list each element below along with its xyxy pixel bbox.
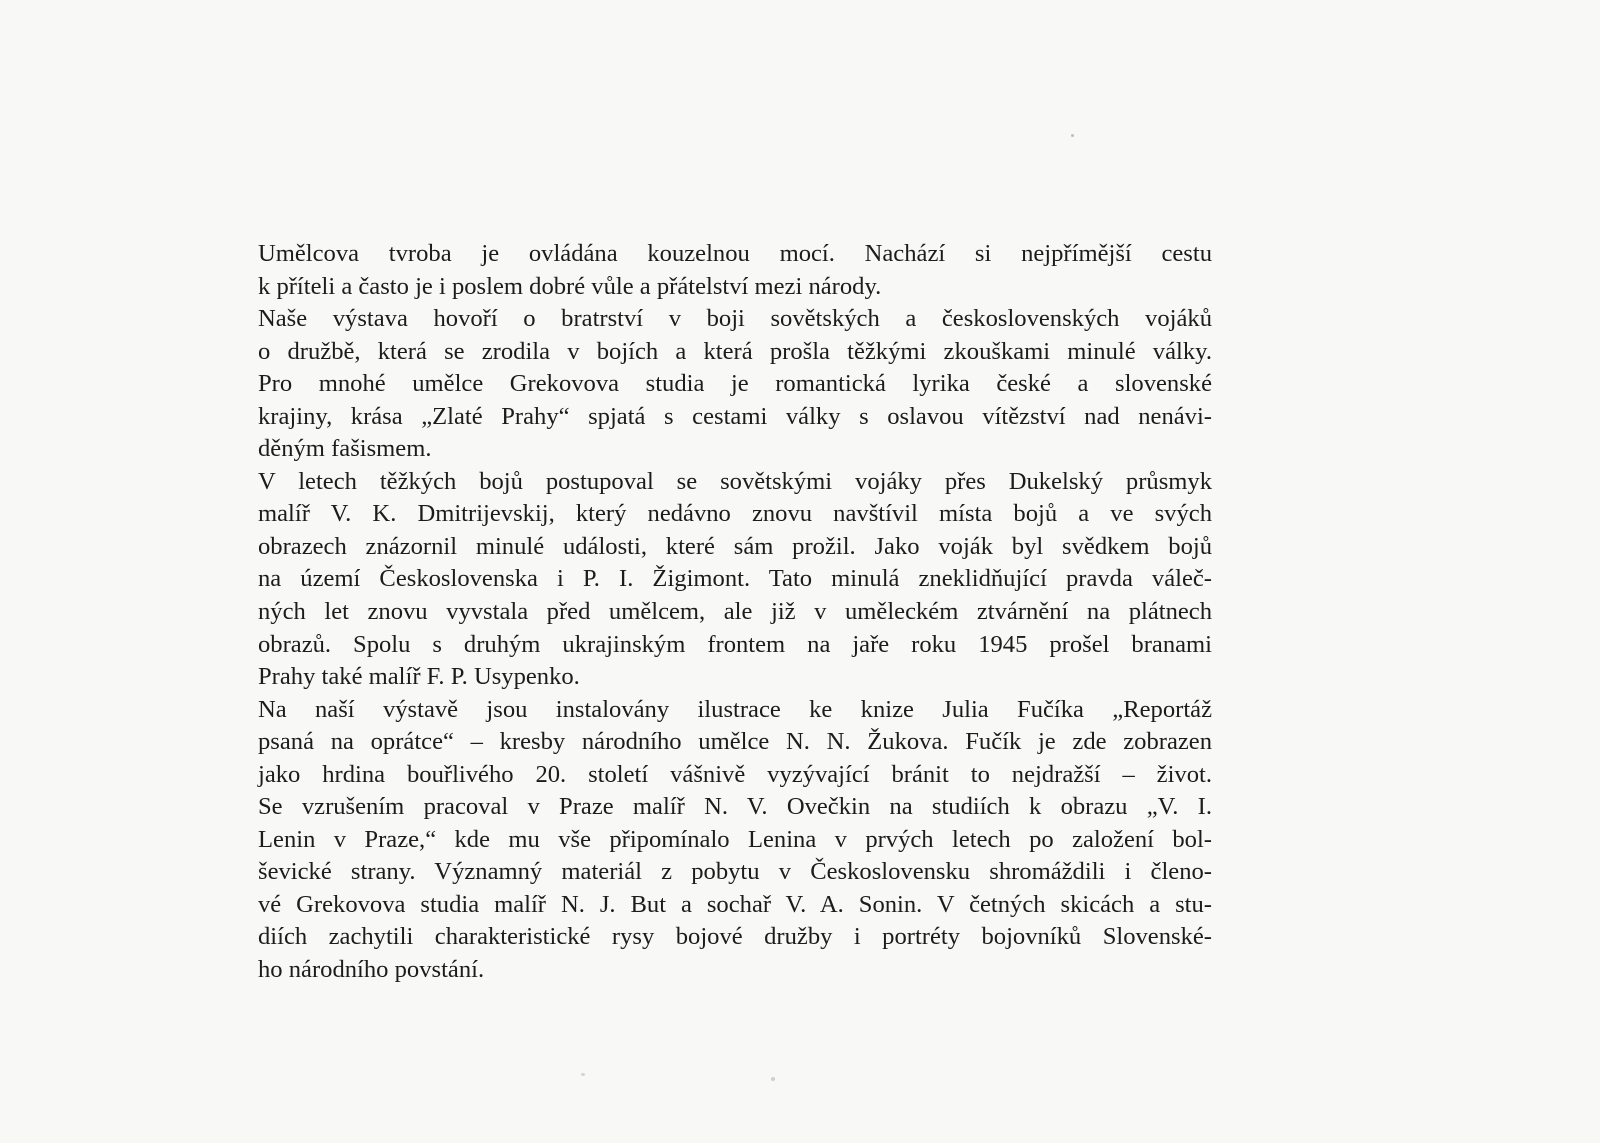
text-line: Naše výstava hovoří o bratrství v boji sovětských a československých vojáků [258, 305, 1212, 333]
paragraph-4 [258, 466, 1212, 694]
paper-speck [1071, 134, 1074, 137]
paper-speck [771, 1077, 775, 1081]
text-line: Umělcova tvroba je ovládána kouzelnou mocí. Nachází si nejpřímější cestu [258, 240, 1212, 267]
text-line: Na naší výstavě jsou instalovány ilustrace ke knize Julia Fučíka „Reportáž [258, 695, 1212, 723]
text-line: Pro mnohé umělce Grekovova studia je romantická lyrika české a slovenské [258, 370, 1212, 398]
text-line: k příteli a často je i poslem dobré vůle a přátelství mezi národy. [258, 272, 882, 300]
text-line: malíř V. K. Dmitrijevskij, který nedávno znovu navštívil místa bojů a ve svých [258, 500, 1212, 528]
text-line: obrazech znázornil minulé události, které sám prožil. Jako voják byl svědkem bojů [258, 532, 1212, 560]
text-line: Se vzrušením pracoval v Praze malíř N. V. Ovečkin na studiích k obrazu „V. I. [258, 793, 1212, 821]
text-line: psaná na oprátce“ – kresby národního umělce N. N. Žukova. Fučík je zde zobrazen [258, 728, 1212, 756]
text-line: Lenin v Praze,“ kde mu vše připomínalo Lenina v prvých letech po založení bol- [258, 825, 1212, 853]
text-line: jako hrdina bouřlivého 20. století vášnivě vyzývající bránit to nejdražší – život. [258, 760, 1212, 788]
paragraph-3 [258, 368, 1212, 466]
text-line: ho národního povstání. [258, 956, 485, 984]
paper-speck [581, 1073, 585, 1076]
text-line: ševické strany. Významný materiál z pobytu v Československu shromáždili i členo- [258, 858, 1212, 886]
paragraph-5 [258, 694, 1212, 792]
text-line: ných let znovu vyvstala před umělcem, ale již v uměleckém ztvárnění na plátnech [258, 598, 1212, 626]
paragraph-6 [258, 791, 1212, 986]
text-line: děným fašismem. [258, 435, 432, 463]
text-line: krajiny, krása „Zlaté Prahy“ spjatá s cestami války s oslavou vítězství nad nenávi- [258, 402, 1212, 430]
text-line: V letech těžkých bojů postupoval se sovětskými vojáky přes Dukelský průsmyk [258, 467, 1212, 495]
paragraph-2 [258, 303, 1212, 368]
text-line: obrazů. Spolu s druhým ukrajinským frontem na jaře roku 1945 prošel branami [258, 630, 1212, 658]
body-text [258, 238, 1212, 987]
text-line: vé Grekovova studia malíř N. J. But a sochař V. A. Sonin. V četných skicách a stu- [258, 890, 1212, 918]
text-line: o družbě, která se zrodila v bojích a která prošla těžkými zkouškami minulé války. [258, 337, 1212, 365]
text-line: diích zachytili charakteristické rysy bojové družby i portréty bojovníků Slovenské- [258, 923, 1212, 951]
paragraph-1 [258, 238, 1212, 303]
text-line: Prahy také malíř F. P. Usypenko. [258, 663, 580, 691]
text-line: na území Československa i P. I. Žigimont. Tato minulá zneklidňující pravda váleč- [258, 565, 1212, 593]
